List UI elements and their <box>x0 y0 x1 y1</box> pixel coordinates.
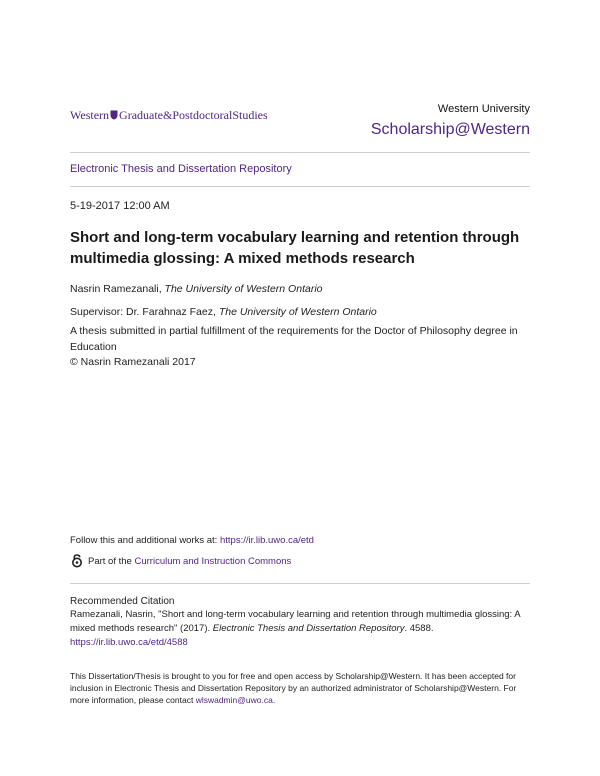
scholarship-link[interactable]: Scholarship@Western <box>370 121 530 138</box>
contact-email-link[interactable]: wlswadmin@uwo.ca <box>195 695 273 705</box>
divider <box>70 152 530 153</box>
supervisor-name: Supervisor: Dr. Farahnaz Faez, <box>70 306 219 318</box>
citation-url-link[interactable]: https://ir.lib.uwo.ca/etd/4588 <box>70 637 188 648</box>
part-of-text: Part of the <box>88 555 135 567</box>
footer-text: This Dissertation/Thesis is brought to you for free and open access by Scholarship@Western. It has been accepted for inclusion in Electronic Thesis and Dissertation Repository by an authorized administrator of Scholarship@Western. For more information, please contact <box>70 671 517 705</box>
recommended-citation <box>70 608 530 650</box>
access-footer <box>70 670 530 706</box>
supervisor-affiliation: The University of Western Ontario <box>218 306 377 318</box>
divider <box>70 583 530 584</box>
logo-text-western: Western <box>70 108 110 122</box>
author-affiliation: The University of Western Ontario <box>164 283 323 295</box>
author-line <box>70 283 323 295</box>
citation-text: Ramezanali, Nasrin, "Short and long-term vocabulary learning and retention through multimedia glossing: A mixed methods research" (2017). <box>70 609 521 634</box>
part-of-line <box>70 554 291 568</box>
western-graduate-logo <box>70 108 268 123</box>
follow-text: Follow this and additional works at: <box>70 535 220 546</box>
logo-crest-icon <box>110 110 118 120</box>
copyright: © Nasrin Ramezanali 2017 <box>70 356 196 368</box>
footer-tail: . <box>272 695 276 705</box>
logo-text-graduate: Graduate&PostdoctoralStudies <box>119 108 268 122</box>
repository-link[interactable]: Electronic Thesis and Dissertation Repository <box>70 163 292 175</box>
recommended-citation-heading: Recommended Citation <box>70 596 175 607</box>
follow-link[interactable]: https://ir.lib.uwo.ca/etd <box>219 535 314 546</box>
university-name: Western University <box>437 103 530 115</box>
author-name: Nasrin Ramezanali, <box>70 283 165 295</box>
citation-number: . 4588. <box>404 623 434 634</box>
thesis-title: Short and long-term vocabulary learning and retention through multimedia glossing: A mixed methods research <box>70 229 520 267</box>
supervisor-line <box>70 306 377 318</box>
follow-line <box>70 535 314 546</box>
commons-link[interactable]: Curriculum and Instruction Commons <box>134 555 292 567</box>
thesis-statement: A thesis submitted in partial fulfillment of the requirements for the Doctor of Philosophy degree in Education <box>70 325 518 353</box>
divider <box>70 186 530 187</box>
publication-date: 5-19-2017 12:00 AM <box>70 200 170 212</box>
open-access-icon <box>70 554 84 568</box>
citation-repository: Electronic Thesis and Dissertation Repository <box>212 623 405 634</box>
